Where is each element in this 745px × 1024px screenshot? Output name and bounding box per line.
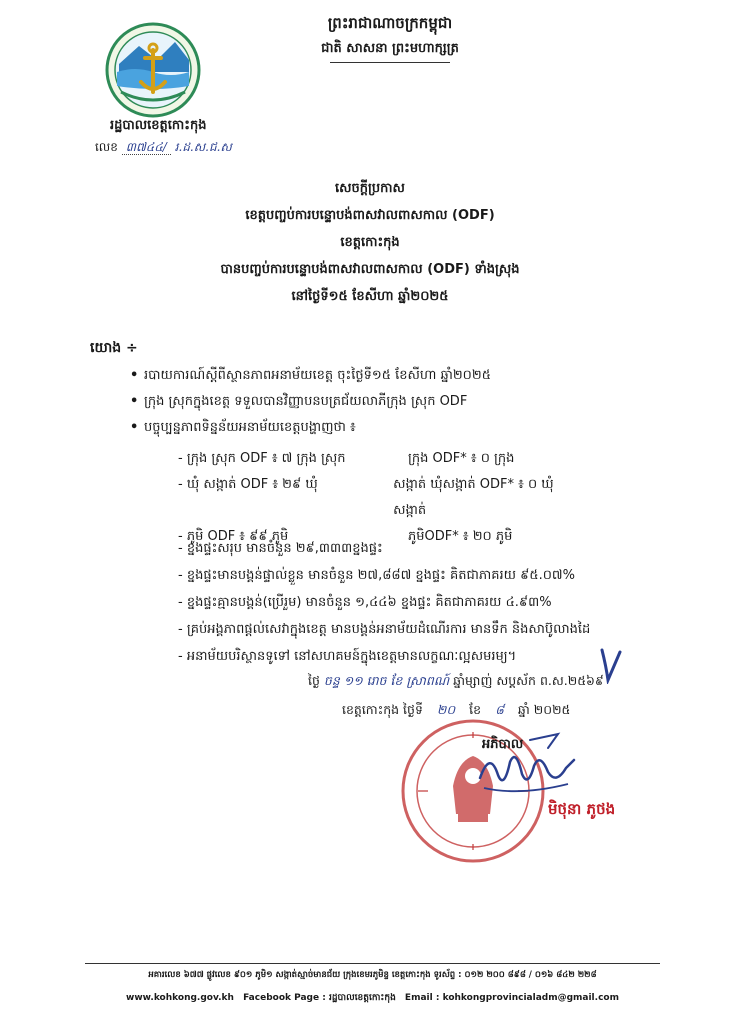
footer-divider <box>85 963 660 964</box>
handwritten-signature <box>470 730 580 800</box>
signatory-name: មិថុនា ភូថង <box>548 800 616 818</box>
issuing-authority: រដ្ឋបាលខេត្តកោះកុង <box>110 118 207 133</box>
reference-bullets <box>130 363 670 441</box>
ref-number: ៣៧៤៤/ <box>122 140 171 155</box>
list-item: • របាយការណ៍ស្ដីពីស្ថានភាពអនាម័យខេត្ត ចុះថ្ងៃទី១៥ ខែសីហា ឆ្នាំ២០២៥ <box>130 368 491 383</box>
kingdom-heading: ព្រះរាជាណាចក្រកម្ពុជា <box>327 14 453 32</box>
title-line-2: ខេត្តបញ្ចប់ការបន្ទោបង់ពាសវាលពាសកាល (ODF) <box>245 208 495 223</box>
footer-address: អគារលេខ ៦៧៧ ផ្លូវលេខ ៩០១ ភូមិ១ សង្កាត់ស្មាច់មានជ័យ ក្រុងខេមរភូមិន្ទ ខេត្តកោះកុង ទូរស័ព្ទ : ០១២ ២០០ ៨៩៨ / ០១៦ ៨៤២ ២២៨ <box>148 970 597 980</box>
stat-row-cities: - ក្រុង ស្រុក ODF ៖ ៧ ក្រុង ស្រុក ក្រុង ODF* ៖ ០ ក្រុង <box>178 451 515 466</box>
title-line-3: ខេត្តកោះកុង <box>340 235 400 250</box>
reference-heading: យោង ÷ <box>90 340 138 356</box>
website-link[interactable]: www.kohkong.gov.kh <box>126 993 234 1003</box>
facebook-link[interactable]: រដ្ឋបាលខេត្តកោះកុង <box>328 993 396 1003</box>
detail-line: - គ្រប់អង្គភាពផ្ដល់សេវាក្នុងខេត្ត មានបង្គន់អនាម័យដំណើរការ មានទឹក និងសាប៊ូលាងដៃ <box>178 622 591 637</box>
detail-line: - ខ្នងផ្ទះគ្មានបង្គន់(ប្រើរួម) មានចំនួន ១,៤៤៦ ខ្នងផ្ទះ គិតជាភាគរយ ៤.៩៣% <box>178 595 552 610</box>
national-motto: ជាតិ សាសនា ព្រះមហាក្សត្រ <box>321 41 459 56</box>
solar-month: ៨ <box>495 702 504 717</box>
title-line-4: បានបញ្ចប់ការបន្ទោបង់ពាសវាលពាសកាល (ODF) ទាំងស្រុង <box>220 262 520 277</box>
list-item: • បច្ចុប្បន្នភាពទិន្នន័យអនាម័យខេត្តបង្ហាញថា ៖ <box>130 420 356 435</box>
detail-line: - ខ្នងផ្ទះមានបង្គន់ផ្ទាល់ខ្លួន មានចំនួន ២៧,៨៨៧ ខ្នងផ្ទះ គិតជាភាគរយ ៩៥.០៧% <box>178 568 575 583</box>
provincial-logo <box>105 22 201 118</box>
footer-contacts: www.kohkong.gov.kh Facebook Page : រដ្ឋបាលខេត្តកោះកុង Email : kohkongprovincialadm@gmail.com <box>126 993 619 1003</box>
ref-prefix: លេខ <box>95 140 118 154</box>
motto-divider <box>330 62 450 63</box>
solar-day: ២០ <box>436 702 456 717</box>
detail-line: - អនាម័យបរិស្ថានទូទៅ នៅសហគមន៍ក្នុងខេត្តមានលក្ខណៈល្អសមរម្យ។ <box>178 649 517 664</box>
announcement-titles <box>150 175 590 310</box>
signatory-title: អភិបាល <box>482 737 524 752</box>
reference-number <box>95 139 232 157</box>
solar-date: ខេត្តកោះកុង ថ្ងៃទី ២០ ខែ ៨ ឆ្នាំ ២០២៥ <box>342 702 571 717</box>
lunar-date-handwritten: ចន្ទ ១១ រោច ខែ ស្រាពណ៍ <box>323 673 450 688</box>
title-line-5: នៅថ្ងៃទី១៥ ខែសីហា ឆ្នាំ២០២៥ <box>291 289 449 304</box>
lunar-date: ថ្ងៃ ចន្ទ ១១ រោច ខែ ស្រាពណ៍ ឆ្នាំម្សាញ់ សប្តស័ក ព.ស.២៥៦៩ <box>308 673 604 688</box>
stat-row-villages: - ភូមិ ODF ៖ ៩៩ ភូមិ ភូមិODF* ៖ ២០ ភូមិ <box>178 529 513 544</box>
ref-suffix: រ.ដ.ស.ជ.ស <box>174 140 232 154</box>
detail-line: - ខ្នងផ្ទះសរុប មានចំនួន ២៩,៣៣៣ខ្នងផ្ទះ <box>178 541 383 556</box>
title-line-1: សេចក្ដីប្រកាស <box>335 181 405 196</box>
email-link[interactable]: kohkongprovincialadm@gmail.com <box>442 993 619 1003</box>
list-item: • ក្រុង ស្រុកក្នុងខេត្ត ទទួលបានវិញ្ញាបនបត្រជ័យលាភីក្រុង ស្រុក ODF <box>130 394 468 409</box>
stat-row-communes: - ឃុំ សង្កាត់ ODF ៖ ២៩ ឃុំ សង្កាត់ ឃុំសង្កាត់ ODF* ៖ ០ ឃុំ សង្កាត់ <box>178 477 554 518</box>
